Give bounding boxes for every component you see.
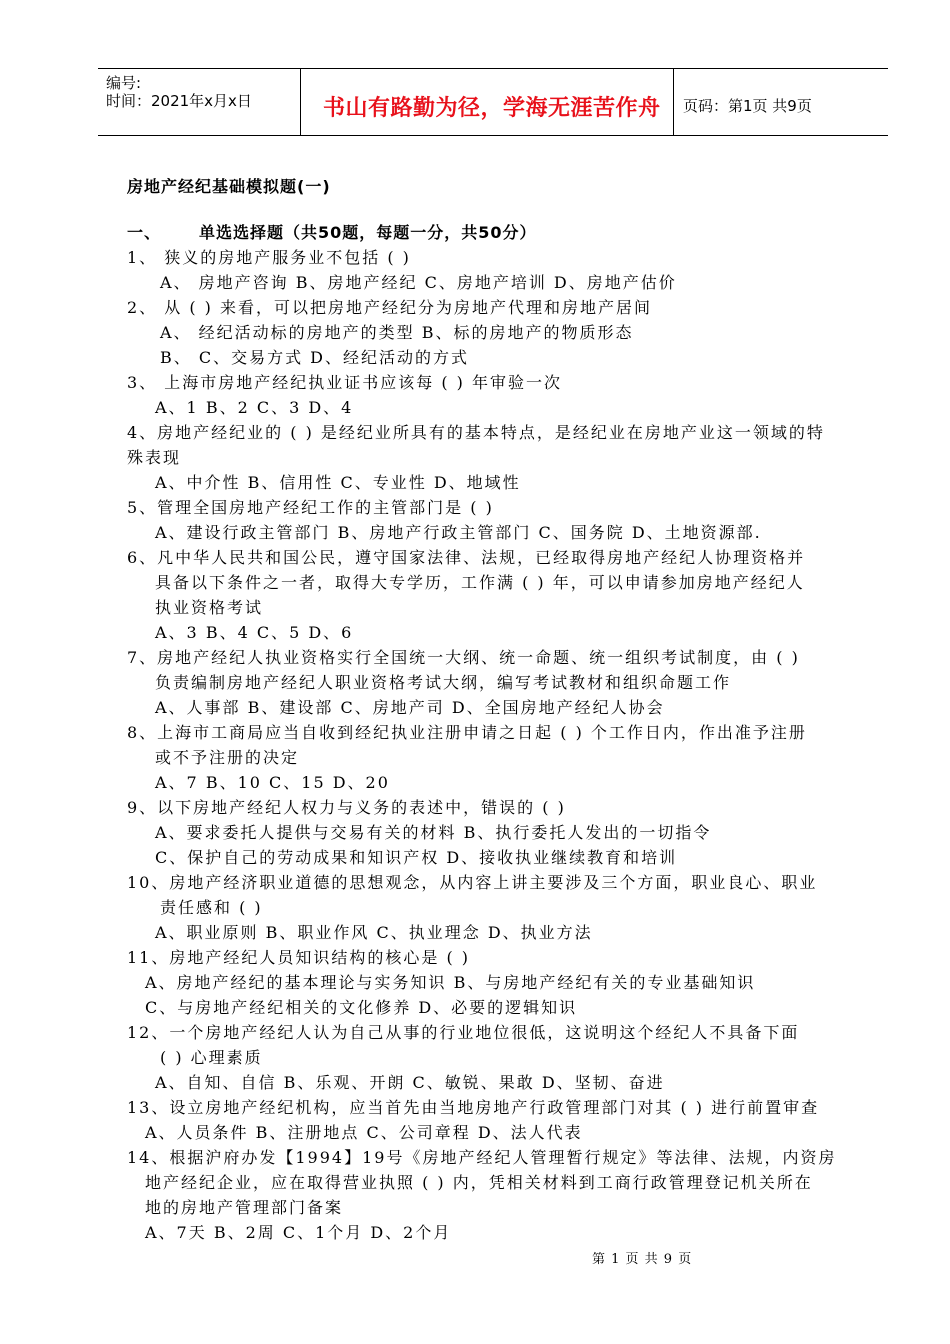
question-line: 6、凡中华人民共和国公民，遵守国家法律、法规，已经取得房地产经纪人协理资格并 [127,548,806,567]
question-line: 4、房地产经纪业的 ( ) 是经纪业所具有的基本特点，是经纪业在房地产业这一领域的特 [127,423,825,442]
option-line: C、与房地产经纪相关的文化修养 D、必要的逻辑知识 [145,998,578,1017]
header-motto-cell [300,69,674,135]
question-line: 具备以下条件之一者，取得大专学历，工作满 ( ) 年，可以申请参加房地产经纪人 [155,573,805,592]
section-text: 单选选择题（共50题，每题一分，共50分） [199,223,537,242]
option-line: B、 C、交易方式 D、经纪活动的方式 [160,348,470,367]
question-line: 12、一个房地产经纪人认为自己从事的行业地位很低，这说明这个经纪人不具备下面 [127,1023,800,1042]
question-line: 殊表现 [127,448,182,467]
question-line: 执业资格考试 [155,598,264,617]
header-page-number: 页码：第1页 共9页 [683,97,812,115]
question-line: 地的房地产管理部门备案 [145,1198,344,1217]
question-line: 13、设立房地产经纪机构，应当首先由当地房地产行政管理部门对其 ( ) 进行前置审查 [127,1098,820,1117]
option-line: C、保护自己的劳动成果和知识产权 D、接收执业继续教育和培训 [155,848,678,867]
question-line: 1、 狭义的房地产服务业不包括 ( ) [127,248,411,267]
section-number: 一、 [127,223,162,242]
question-line: 负责编制房地产经纪人职业资格考试大纲，编写考试教材和组织命题工作 [155,673,732,692]
question-line: 10、房地产经济职业道德的思想观念，从内容上讲主要涉及三个方面，职业良心、职业 [127,873,818,892]
option-line: A、3 B、4 C、5 D、6 [155,623,354,642]
option-line: A、7天 B、2周 C、1个月 D、2个月 [145,1223,452,1242]
option-line: A、职业原则 B、职业作风 C、执业理念 D、执业方法 [155,923,593,942]
option-line: A、自知、自信 B、乐观、开朗 C、敏锐、果敢 D、坚韧、奋进 [155,1073,665,1092]
question-line: 2、 从 ( ) 来看，可以把房地产经纪分为房地产代理和房地产居间 [127,298,653,317]
section-heading [127,220,537,243]
question-line: 或不予注册的决定 [155,748,300,767]
header-motto: 书山有路勤为径，学海无涯苦作舟 [323,96,661,121]
question-line: 11、房地产经纪人员知识结构的核心是 ( ) [127,948,471,967]
option-line: A、 经纪活动标的房地产的类型 B、标的房地产的物质形态 [160,323,634,342]
option-line: A、7 B、10 C、15 D、20 [155,773,390,792]
header-page-cell [673,69,888,135]
option-line: A、1 B、2 C、3 D、4 [155,398,354,417]
question-line: 14、根据沪府办发【1994】19号《房地产经纪人管理暂行规定》等法律、法规，内资房 [127,1148,837,1167]
option-line: A、房地产经纪的基本理论与实务知识 B、与房地产经纪有关的专业基础知识 [145,973,756,992]
option-line: A、中介性 B、信用性 C、专业性 D、地域性 [155,473,521,492]
document-date: 时间：2021年x月x日 [106,92,252,110]
question-line: 地产经纪企业，应在取得营业执照 ( ) 内，凭相关材料到工商行政管理登记机关所在 [145,1173,813,1192]
question-line: 3、 上海市房地产经纪执业证书应该每 ( ) 年审验一次 [127,373,563,392]
page-footer: 第 1 页 共 9 页 [592,1252,693,1267]
option-line: A、 房地产咨询 B、房地产经纪 C、房地产培训 D、房地产估价 [160,273,677,292]
question-line: 责任感和 ( ) [160,898,263,917]
option-line: A、要求委托人提供与交易有关的材料 B、执行委托人发出的一切指令 [155,823,712,842]
option-line: A、人员条件 B、注册地点 C、公司章程 D、法人代表 [145,1123,583,1142]
question-line: ( ) 心理素质 [160,1048,263,1067]
question-line: 8、上海市工商局应当自收到经纪执业注册申请之日起 ( ) 个工作日内，作出准予注册 [127,723,807,742]
header-meta [98,69,300,135]
question-line: 9、以下房地产经纪人权力与义务的表述中，错误的 ( ) [127,798,566,817]
option-line: A、人事部 B、建设部 C、房地产司 D、全国房地产经纪人协会 [155,698,665,717]
question-line: 5、管理全国房地产经纪工作的主管部门是 ( ) [127,498,494,517]
question-line: 7、房地产经纪人执业资格实行全国统一大纲、统一命题、统一组织考试制度，由 ( ) [127,648,800,667]
document-number-label: 编号: [106,74,142,92]
option-line: A、建设行政主管部门 B、房地产行政主管部门 C、国务院 D、土地资源部. [155,523,762,542]
document-title: 房地产经纪基础模拟题(一) [127,177,331,196]
page-header [98,68,888,136]
